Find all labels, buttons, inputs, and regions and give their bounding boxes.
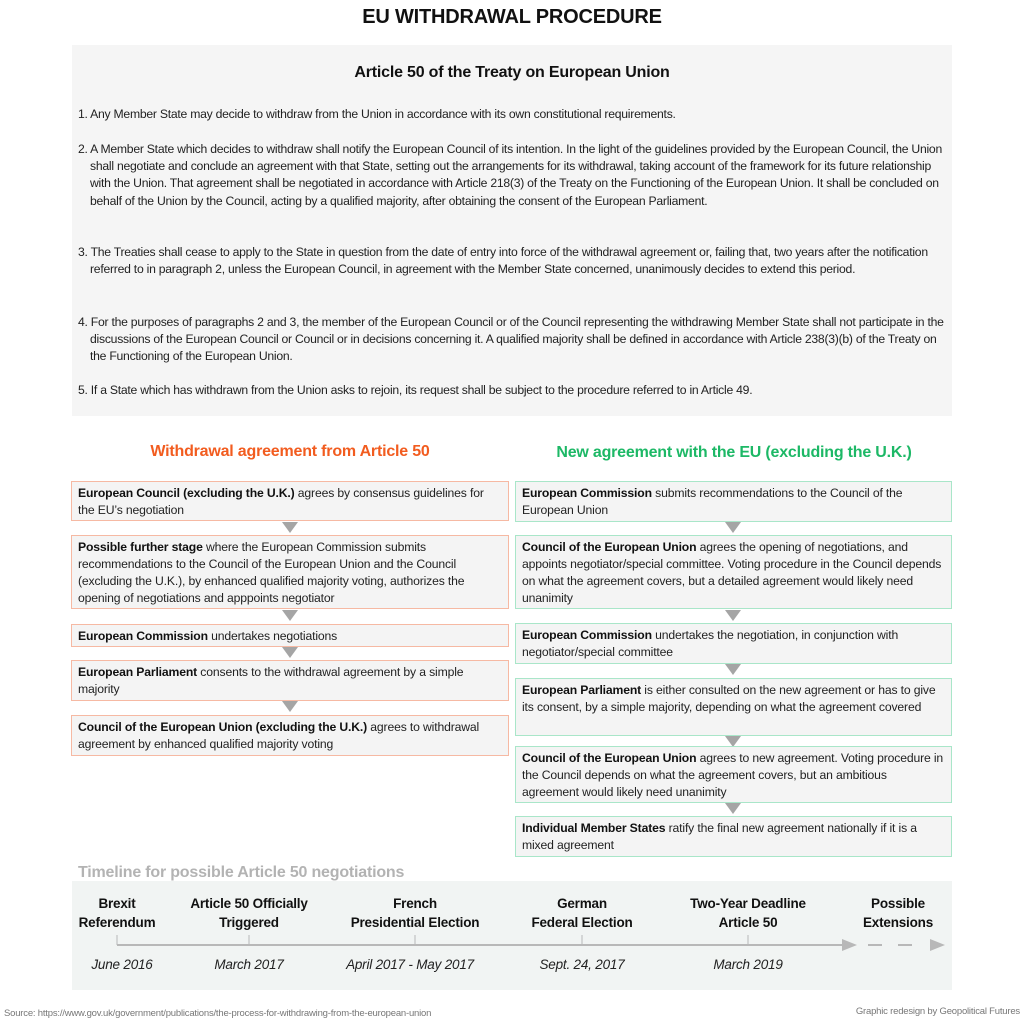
event-label: Presidential Election xyxy=(350,915,480,930)
event-label: Article 50 xyxy=(718,915,778,930)
page-title: EU WITHDRAWAL PROCEDURE xyxy=(362,6,662,28)
event-label: Triggered xyxy=(219,915,279,930)
step-text: submits recommendations to the Council of the European Union xyxy=(522,486,903,517)
article-paragraph-4: 4. For the purposes of paragraphs 2 and 3, the member of the European Council or of the Council representing the withdrawing Member State shall not participate in the discussions of the European Council or Council or in decisions concerning it. A qualified majority shall be defined in accordance with Article 238(3)(b) of the Treaty on the Functioning of the European Union. xyxy=(78,315,944,364)
article-paragraph-2: 2. A Member State which decides to withdraw shall notify the European Council of its intention. In the light of the guidelines provided by the European Council, the Union shall negotiate and conclude an agreement with that State, setting out the arrangements for its withdrawal, taking account of the framework for its future relationship with the Union. That agreement shall be negotiated in accordance with Article 218(3) of the Treaty on the Functioning of the European Union. It shall be concluded on behalf of the Union by the Council, acting by a qualified majority, after obtaining the consent of the European Parliament. xyxy=(78,142,942,208)
step-bold: European Parliament xyxy=(522,683,642,697)
timeline-title: Timeline for possible Article 50 negotiations xyxy=(78,864,405,881)
step-bold: European Commission xyxy=(78,629,208,643)
step-text: agrees to new agreement. Voting procedure in the Council depends on what the agreement covers, but an ambitious agreement would likely need unanimity xyxy=(522,751,944,799)
event-label: Article 50 Officially xyxy=(190,896,308,911)
step-bold: Individual Member States xyxy=(522,821,666,835)
article-title: Article 50 of the Treaty on European Union xyxy=(354,64,670,81)
step-bold: Council of the European Union (excluding the U.K.) xyxy=(78,720,368,734)
arrow-right-icon xyxy=(842,939,857,951)
step-bold: European Commission xyxy=(522,486,652,500)
step-bold: Possible further stage xyxy=(78,540,203,554)
article-paragraph-1: 1. Any Member State may decide to withdraw from the Union in accordance with its own constitutional requirements. xyxy=(78,107,676,121)
event-label: Extensions xyxy=(862,915,934,930)
timeline-date: April 2017 - May 2017 xyxy=(346,957,474,972)
credit-note: Graphic redesign by Geopolitical Futures xyxy=(855,1006,1020,1017)
new-agreement-heading: New agreement with the EU (excluding the U.K.) xyxy=(556,444,912,461)
event-label: Brexit xyxy=(98,896,136,911)
timeline-date: Sept. 24, 2017 xyxy=(539,957,625,972)
timeline-event-extensions xyxy=(848,894,948,932)
event-label: Two-Year Deadline xyxy=(690,896,806,911)
timeline-event-french-election xyxy=(335,894,495,932)
step-text: agrees by consensus guidelines for the EU’s negotiation xyxy=(78,486,484,517)
step-text: agrees the opening of negotiations, and appoints negotiator/special committee. Voting procedure in the Council depends on what the agreement covers, but a detailed agreement would likely need unanimity xyxy=(522,540,942,605)
event-label: Federal Election xyxy=(531,915,633,930)
step-bold: European Commission xyxy=(522,628,652,642)
source-note: Source: https://www.gov.uk/government/publications/the-process-for-withdrawing-from-the-european-union xyxy=(4,1008,432,1019)
step-text: consents to the withdrawal agreement by a simple majority xyxy=(78,665,464,696)
step-text: undertakes negotiations xyxy=(207,629,338,643)
event-label: German xyxy=(557,896,607,911)
step-text: agrees to withdrawal agreement by enhanced qualified majority voting xyxy=(78,720,480,751)
timeline-event-deadline xyxy=(673,894,823,932)
step-bold: Council of the European Union xyxy=(522,751,697,765)
timeline-event-article50 xyxy=(174,894,324,932)
event-label: Referendum xyxy=(78,915,156,930)
timeline-date: March 2019 xyxy=(713,957,783,972)
step-bold: European Parliament xyxy=(78,665,198,679)
article-paragraph-3: 3. The Treaties shall cease to apply to the State in question from the date of entry into force of the withdrawal agreement or, failing that, two years after the notification referred to in paragraph 2, unless the European Council, in agreement with the Member State concerned, unanimously decides to extend this period. xyxy=(78,245,928,277)
arrow-right-icon xyxy=(930,939,945,951)
step-bold: European Council (excluding the U.K.) xyxy=(78,486,295,500)
timeline-date: June 2016 xyxy=(91,957,153,972)
timeline-event-brexit xyxy=(67,894,167,932)
step-text: where the European Commission submits recommendations to the Council of the European Union and the Council (excluding the U.K.), by enhanced qualified majority voting, authorizes the opening of negotiations and apppoints negotiator xyxy=(78,540,465,605)
event-label: French xyxy=(393,896,437,911)
event-label: Possible xyxy=(871,896,925,911)
timeline-event-german-election xyxy=(517,894,647,932)
step-text: undertakes the negotiation, in conjunction with negotiator/special committee xyxy=(522,628,899,659)
step-text: ratify the final new agreement nationally if it is a mixed agreement xyxy=(522,821,917,852)
withdrawal-heading: Withdrawal agreement from Article 50 xyxy=(150,443,430,460)
step-text: is either consulted on the new agreement or has to give its consent, by a simple majority, depending on what the agreement covered xyxy=(522,683,936,714)
step-bold: Council of the European Union xyxy=(522,540,697,554)
article-paragraph-5: 5. If a State which has withdrawn from the Union asks to rejoin, its request shall be subject to the procedure referred to in Article 49. xyxy=(78,383,753,397)
timeline-date: March 2017 xyxy=(214,957,284,972)
